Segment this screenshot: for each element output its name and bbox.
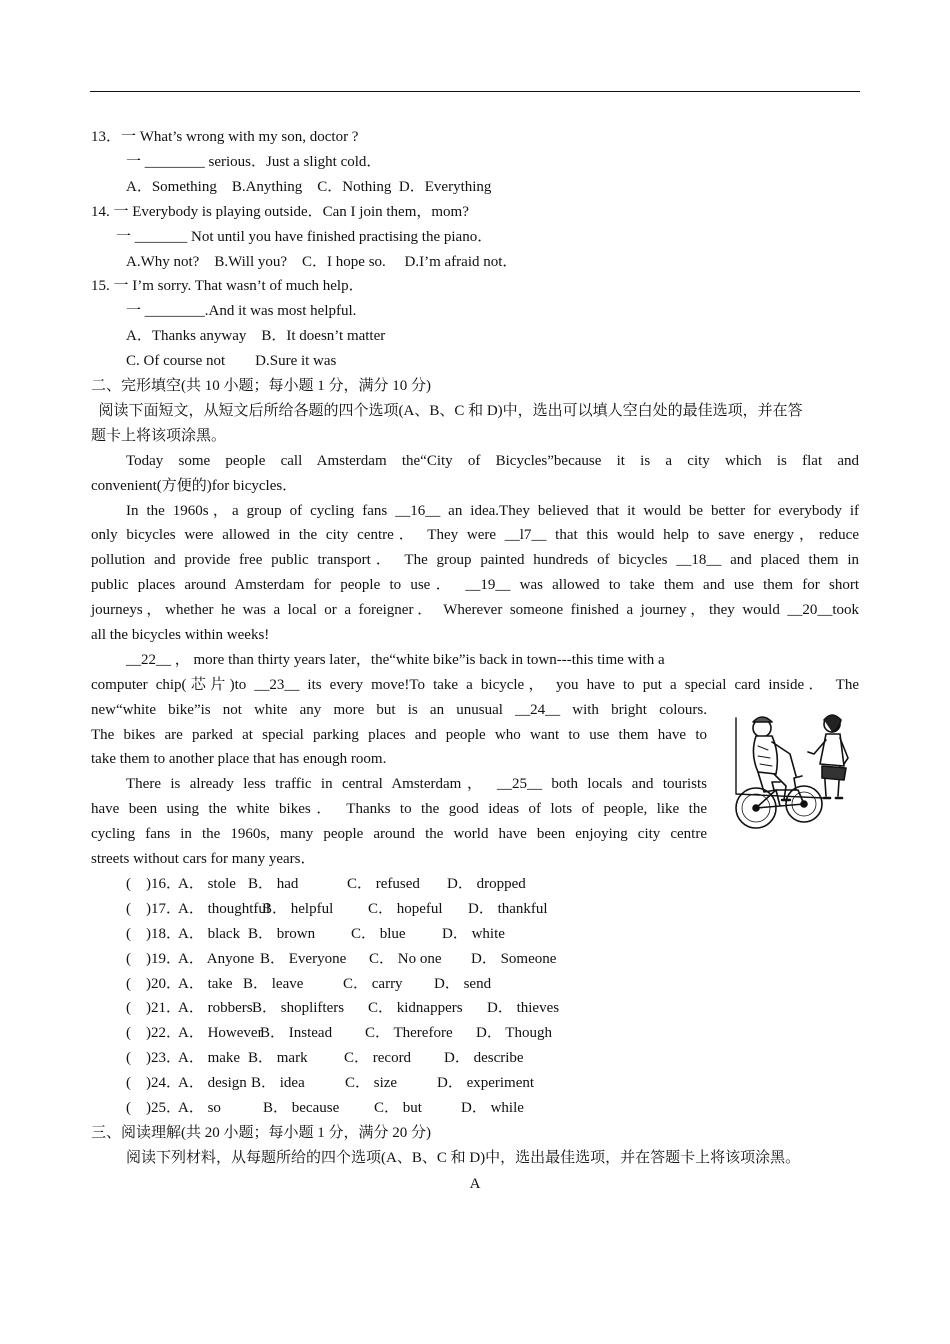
answer-num: ( )18． — [126, 926, 181, 942]
option-d: D． Though — [476, 1025, 552, 1041]
passage-p3-line4: The bikes are parked at special parking places and people who want to use them have to — [91, 727, 707, 743]
passage-p1-line1: Today some people call Amsterdam the“City of Bicycles”because it is a city which is flat and — [126, 453, 859, 469]
answer-row-18 — [126, 924, 859, 944]
header-rule — [90, 91, 860, 92]
passage-p2-line2: only bicycles were allowed in the city centre． They were __l7__ that this would help to save energy，reduce — [91, 527, 859, 543]
option-c: C． kidnappers — [368, 1000, 463, 1016]
option-c: C． Therefore — [365, 1025, 453, 1041]
answer-row-20 — [126, 974, 859, 994]
answer-row-19 — [126, 949, 859, 969]
option-b: B． shoplifters — [252, 1000, 345, 1016]
q15-stem: 15. 一 I’m sorry. That wasn’t of much help． — [91, 278, 364, 294]
option-c: C． hopeful — [368, 901, 443, 917]
option-b: B． had — [248, 876, 299, 892]
section3-instructions: 阅读下列材料，从每题所给的四个选项(A、B、C 和 D)中，选出最佳选项，并在答题卡上将该项涂黑。 — [126, 1150, 801, 1166]
option-c: C． blue — [351, 926, 406, 942]
answer-row-21 — [126, 998, 859, 1018]
answer-row-25 — [126, 1098, 859, 1118]
option-b: B． mark — [248, 1050, 308, 1066]
option-d: D． while — [461, 1100, 524, 1116]
section2-instructions: 阅读下面短文，从短文后所给各题的四个选项(A、B、C 和 D)中，选出可以填人空白处的最佳选项，并在答 — [91, 403, 803, 419]
option-d: D． send — [434, 976, 492, 992]
passage-p3-line5: take them to another place that has enough room. — [91, 751, 387, 767]
option-a: A． black — [178, 926, 241, 942]
answer-num: ( )17． — [126, 901, 181, 917]
section2-instructions-cont: 题卡上将该项涂黑。 — [91, 428, 227, 444]
bicycle-illustration — [728, 706, 860, 834]
option-c: C． No one — [369, 951, 442, 967]
option-a: A． so — [178, 1100, 221, 1116]
option-a: A． Anyone — [178, 951, 255, 967]
option-b: B． leave — [243, 976, 304, 992]
answer-row-16 — [126, 874, 859, 894]
q15-options-2: C. Of course not D.Sure it was — [126, 353, 337, 369]
option-b: B． Instead — [260, 1025, 333, 1041]
option-c: C． record — [344, 1050, 412, 1066]
answer-num: ( )22． — [126, 1025, 181, 1041]
answer-num: ( )24． — [126, 1075, 181, 1091]
q15-reply: 一 ________.And it was most helpful. — [126, 303, 357, 319]
q14-reply: 一 _______ Not until you have finished practising the piano． — [116, 229, 493, 245]
option-a: A． make — [178, 1050, 241, 1066]
q13-stem: 13．一 What’s wrong with my son, doctor ? — [91, 129, 359, 145]
option-a: A． design — [178, 1075, 247, 1091]
option-c: C． refused — [347, 876, 420, 892]
passage-p2-line1: In the 1960s，a group of cycling fans __16__ an idea.They believed that it would be better for everybody if — [126, 503, 859, 519]
option-a: A． thoughtful — [178, 901, 271, 917]
passage-p4-line1: There is already less traffic in central Amsterdam， __25__ both locals and tourists — [126, 776, 707, 792]
passage-p2-line3: pollution and provide free public transport． The group painted hundreds of bicycles __18__ and placed them in — [91, 552, 859, 568]
answer-num: ( )16． — [126, 876, 181, 892]
passage-p3-line2: computer chip(芯片)to __23__ its every move!To take a bicycle， you have to put a special card inside． The — [91, 677, 859, 693]
q13-reply: 一 ________ serious．Just a slight cold． — [126, 154, 382, 170]
passage-p1-line2: convenient(方便的)for bicycles． — [91, 478, 298, 494]
option-d: D． white — [442, 926, 505, 942]
answer-num: ( )25． — [126, 1100, 181, 1116]
passage-p2-line6: all the bicycles within weeks! — [91, 627, 270, 643]
option-c: C． carry — [343, 976, 403, 992]
passage-p4-line3: cycling fans in the 1960s, many people around the world have been enjoying city centre — [91, 826, 707, 842]
section2-heading: 二、完形填空(共 10 小题；每小题 1 分，满分 10 分) — [91, 378, 431, 394]
part-label: A — [469, 1176, 481, 1192]
option-a: A． However — [178, 1025, 263, 1041]
option-d: D． Someone — [471, 951, 557, 967]
q14-options: A.Why not? B.Will you? C．I hope so. D.I’m afraid not． — [126, 254, 518, 270]
option-b: B． because — [263, 1100, 340, 1116]
passage-p3-line1: __22__ ， more than thirty years later，the“white bike”is back in town---this time with a — [126, 652, 665, 668]
answer-num: ( )23． — [126, 1050, 181, 1066]
answer-row-17 — [126, 899, 859, 919]
option-d: D． thankful — [468, 901, 548, 917]
passage-p2-line5: journeys，whether he was a local or a foreigner． Wherever someone finished a journey，they would __20__took — [91, 602, 859, 618]
section3-heading: 三、阅读理解(共 20 小题；每小题 1 分，满分 20 分) — [91, 1125, 431, 1141]
answer-row-22 — [126, 1023, 859, 1043]
passage-p4-line2: have been using the white bikes． Thanks to the good ideas of lots of people, like the — [91, 801, 707, 817]
option-a: A． stole — [178, 876, 236, 892]
option-b: B． idea — [251, 1075, 305, 1091]
q14-stem: 14. 一 Everybody is playing outside．Can I join them，mom? — [91, 204, 469, 220]
option-c: C． size — [345, 1075, 398, 1091]
option-d: D． experiment — [437, 1075, 535, 1091]
answer-num: ( )21． — [126, 1000, 181, 1016]
option-d: D． dropped — [447, 876, 526, 892]
q13-options: A．Something B.Anything C．Nothing D．Everything — [126, 179, 492, 195]
answer-num: ( )20． — [126, 976, 181, 992]
answer-num: ( )19． — [126, 951, 181, 967]
answer-row-24 — [126, 1073, 859, 1093]
passage-p3-line3: new“white bike”is not white any more but is an unusual __24__ with bright colours. — [91, 702, 707, 718]
option-b: B． Everyone — [260, 951, 347, 967]
passage-p2-line4: public places around Amsterdam for people to use． __19__ was allowed to take them and use them for short — [91, 577, 859, 593]
option-a: A． robbers — [178, 1000, 253, 1016]
answer-row-23 — [126, 1048, 859, 1068]
option-d: D． thieves — [487, 1000, 560, 1016]
q15-options-1: A．Thanks anyway B．It doesn’t matter — [126, 328, 386, 344]
option-b: B． helpful — [262, 901, 334, 917]
option-a: A． take — [178, 976, 233, 992]
option-c: C． but — [374, 1100, 422, 1116]
option-d: D． describe — [444, 1050, 524, 1066]
option-b: B． brown — [248, 926, 316, 942]
passage-p4-line4: streets without cars for many years． — [91, 851, 316, 867]
